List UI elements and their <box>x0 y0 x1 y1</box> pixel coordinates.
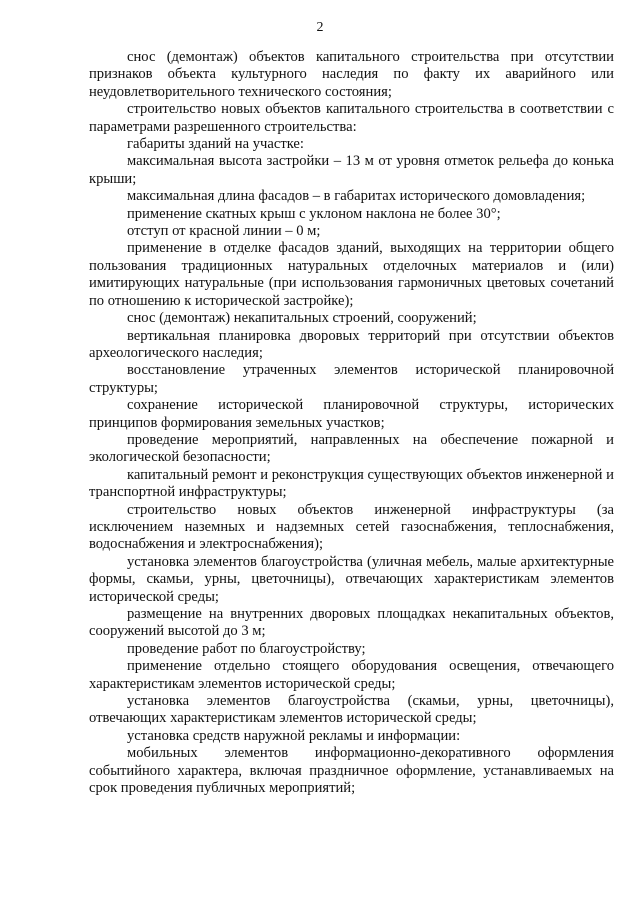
paragraph-courtyard-objects: размещение на внутренних дворовых площадках некапитальных объектов, сооружений высотой до 3 м; <box>89 606 614 640</box>
paragraph-new-construction: строительство новых объектов капитального строительства в соответствии с параметрами разрешенного строительства: <box>89 101 614 135</box>
paragraph-demolition-capital: снос (демонтаж) объектов капитального строительства при отсутствии признаков объекта культурного наследия по факту их аварийного или неудовлетворительного технического состояния; <box>89 49 614 100</box>
paragraph-new-infrastructure: строительство новых объектов инженерной инфраструктуры (за исключением наземных и надземных сетей газоснабжения, теплоснабжения, водоснабжения и электроснабжения); <box>89 501 614 553</box>
paragraph-demolition-noncapital: снос (демонтаж) некапитальных строений, сооружений; <box>127 310 477 327</box>
paragraph-facade-materials: применение в отделке фасадов зданий, выходящих на территории общего пользования традиционных натуральных отделочных материалов и (или) имитирующих натуральные (при использования гармоничных цветовых сочетаний по отношению к исторической застройке); <box>89 240 614 309</box>
paragraph-red-line-offset: отступ от красной линии – 0 м; <box>127 223 321 240</box>
paragraph-pitched-roofs: применение скатных крыш с уклоном наклона не более 30°; <box>127 205 501 222</box>
page-number: 2 <box>316 20 324 35</box>
paragraph-infrastructure-repair: капитальный ремонт и реконструкция существующих объектов инженерной и транспортной инфраструктуры; <box>89 466 614 501</box>
paragraph-building-dimensions: габариты зданий на участке: <box>127 136 304 153</box>
paragraph-vertical-planning: вертикальная планировка дворовых территорий при отсутствии объектов археологического наследия; <box>89 327 614 361</box>
paragraph-restore-structure: восстановление утраченных элементов исторической планировочной структуры; <box>89 362 614 396</box>
paragraph-landscaping: проведение работ по благоустройству; <box>127 640 366 657</box>
paragraph-max-facade-length: максимальная длина фасадов – в габаритах исторического домовладения; <box>127 188 586 205</box>
paragraph-max-height: максимальная высота застройки – 13 м от уровня отметок рельефа до конька крыши; <box>89 153 614 187</box>
paragraph-fire-safety: проведение мероприятий, направленных на обеспечение пожарной и экологической безопасности; <box>89 431 614 466</box>
paragraph-preserve-structure: сохранение исторической планировочной структуры, исторических принципов формирования земельных участков; <box>89 397 614 431</box>
document-body <box>89 49 614 797</box>
paragraph-mobile-elements: мобильных элементов информационно-декоративного оформления событийного характера, включая праздничное оформление, устанавливаемых на срок проведения публичных мероприятий; <box>89 745 614 797</box>
paragraph-advertising: установка средств наружной рекламы и информации: <box>127 727 461 744</box>
paragraph-lighting: применение отдельно стоящего оборудования освещения, отвечающего характеристикам элементов исторической среды; <box>89 658 614 692</box>
paragraph-improvement-elements: установка элементов благоустройства (скамьи, урны, цветочницы), отвечающих характеристикам элементов исторической среды; <box>89 693 614 727</box>
paragraph-street-furniture: установка элементов благоустройства (уличная мебель, малые архитектурные формы, скамьи, урны, цветочницы), отвечающих характеристикам элементов исторической среды; <box>89 553 614 605</box>
